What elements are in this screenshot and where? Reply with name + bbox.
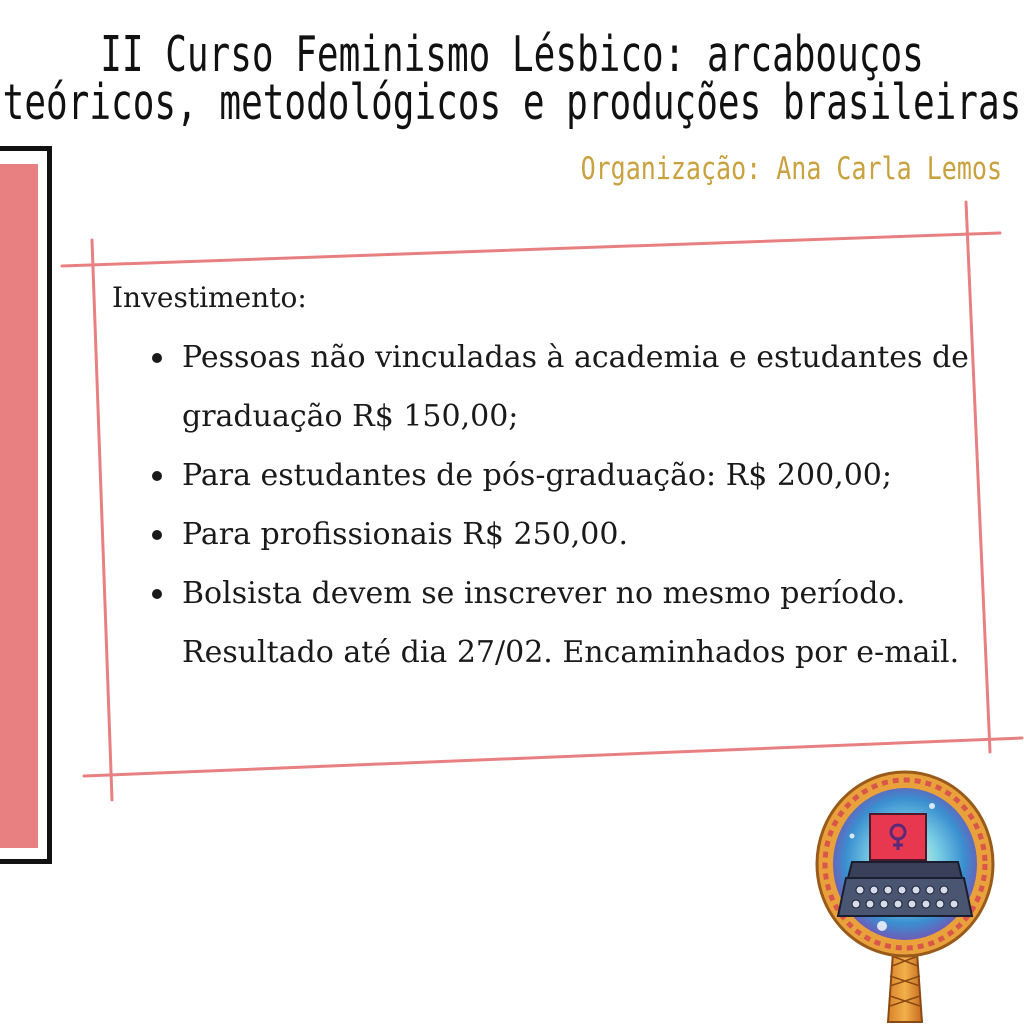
investment-section [112, 276, 982, 682]
section-label: Investimento: [112, 281, 307, 314]
list-item [112, 564, 982, 682]
bullet-icon [152, 589, 162, 599]
list-item [112, 328, 982, 446]
title-line-2: teóricos, metodológicos e produções brasileiras [2, 75, 1022, 131]
organizer-credit: Organização: Ana Carla Lemos [580, 150, 1002, 187]
page-title [0, 27, 1024, 131]
left-pink-bar [0, 164, 38, 848]
bullet-icon [152, 471, 162, 481]
list-item-text: Bolsista devem se inscrever no mesmo período. Resultado até dia 27/02. Encaminhados por e-mail. [182, 576, 960, 670]
bullet-icon [152, 530, 162, 540]
list-item-text: Para profissionais R$ 250,00. [182, 517, 629, 552]
list-item-text: Pessoas não vinculadas à academia e estudantes de graduação R$ 150,00; [182, 340, 969, 434]
frame-left-line [92, 240, 112, 800]
frame-top-line [62, 233, 1000, 266]
list-item [112, 446, 982, 505]
list-item-text: Para estudantes de pós-graduação: R$ 200,00; [182, 458, 892, 493]
list-item [112, 505, 982, 564]
investment-list [112, 328, 982, 682]
typewriter-mirror-icon [812, 766, 998, 1024]
bullet-icon [152, 353, 162, 363]
title-line-1: II Curso Feminismo Lésbico: arcabouços [100, 27, 924, 83]
